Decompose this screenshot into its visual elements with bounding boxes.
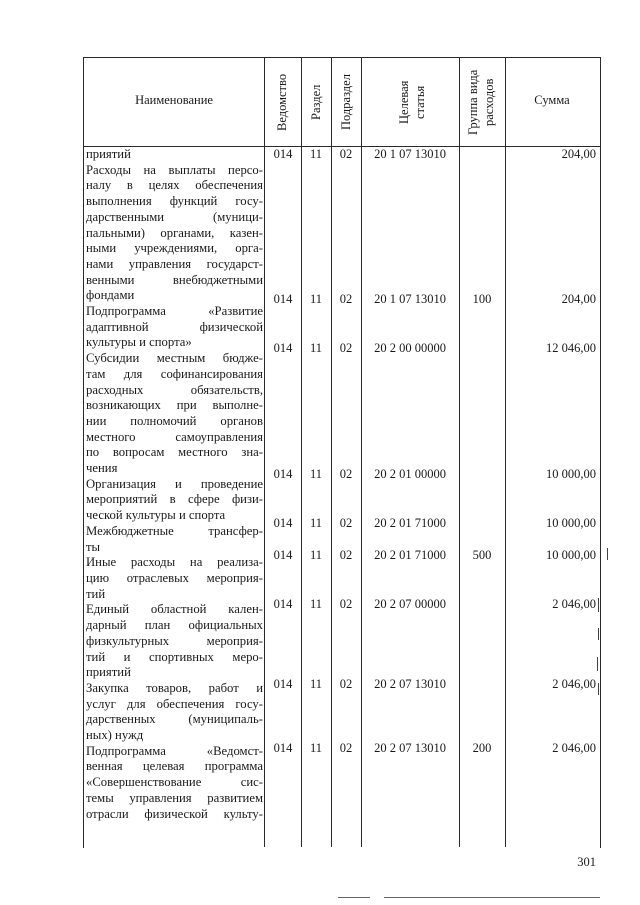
cell-summa: 10 000,00 [546, 548, 596, 562]
text-line: адаптивной физической [86, 319, 263, 334]
cell-razdel: 11 [309, 516, 323, 530]
column-divider [459, 57, 460, 847]
cell-gruppa: 200 [472, 741, 492, 755]
cell-gruppa: 100 [472, 292, 492, 306]
text-line: чения [86, 461, 118, 476]
cell-celevaya: 20 2 07 13010 [374, 741, 446, 755]
text-line: «Совершенствование сис- [86, 775, 263, 790]
text-line: физкультурных мероприя- [86, 633, 263, 648]
cell-summa: 12 046,00 [546, 341, 596, 355]
header-podrazdel: Подраздел [339, 74, 353, 130]
cell-vedomstvo: 014 [273, 292, 293, 306]
cell-celevaya: 20 2 07 13010 [374, 677, 446, 691]
text-line: отрасли физической культу- [86, 806, 263, 821]
cell-razdel: 11 [309, 467, 323, 481]
text-line: Субсидии местным бюдже- [86, 351, 263, 366]
text-line: тий и спортивных меро- [86, 649, 263, 664]
text-line: дарственных (муниципаль- [86, 712, 263, 727]
column-divider [331, 57, 332, 847]
text-line: ты [86, 539, 101, 554]
cell-razdel: 11 [309, 677, 323, 691]
text-line: выполнения функций госу- [86, 194, 263, 209]
header-vedomstvo: Ведомство [275, 73, 289, 131]
text-line: приятий [86, 665, 131, 680]
text-line: местного самоуправления [86, 429, 263, 444]
cell-podrazdel: 02 [339, 147, 353, 161]
cell-razdel: 11 [309, 147, 323, 161]
cell-summa: 2 046,00 [552, 677, 596, 691]
header-name: Наименование [135, 93, 213, 107]
cell-vedomstvo: 014 [273, 341, 293, 355]
scan-rule [338, 897, 370, 898]
cell-gruppa: 500 [472, 548, 492, 562]
text-line: тий [86, 586, 106, 601]
cell-summa: 204,00 [561, 147, 596, 161]
scan-mark [598, 628, 599, 640]
text-line: темы управления развитием [86, 790, 263, 805]
cell-vedomstvo: 014 [273, 597, 293, 611]
header-summa: Сумма [534, 93, 570, 107]
text-line: Организация и проведение [86, 476, 263, 491]
text-line: дарный план официальных [86, 618, 263, 633]
text-line: Межбюджетные трансфер- [86, 523, 263, 538]
scan-mark [598, 598, 599, 612]
cell-celevaya: 20 2 01 71000 [374, 516, 446, 530]
text-line: Расходы на выплаты персо- [86, 162, 263, 177]
header-celevaya-line1: Целевая [397, 80, 411, 124]
text-line: венными внебюджетными [86, 272, 263, 287]
cell-vedomstvo: 014 [273, 516, 293, 530]
text-line: возникающих при выполне- [86, 398, 263, 413]
column-divider [505, 57, 506, 847]
text-line: цию отраслевых мероприя- [86, 570, 263, 585]
page-number: 301 [577, 855, 596, 869]
header-gruppa-line2: расходов [482, 78, 496, 126]
cell-razdel: 11 [309, 548, 323, 562]
text-line: нами управления государст- [86, 256, 263, 271]
text-line: там для софинансирования [86, 366, 263, 381]
cell-summa: 204,00 [561, 292, 596, 306]
text-line: венная целевая программа [86, 759, 263, 774]
header-gruppa-line1: Группа вида [466, 69, 480, 135]
cell-summa: 2 046,00 [552, 741, 596, 755]
text-line: ных) нужд [86, 728, 144, 743]
scan-rule [384, 897, 600, 898]
text-line: Иные расходы на реализа- [86, 555, 263, 570]
text-line: Подпрограмма «Развитие [86, 304, 263, 319]
column-divider [264, 57, 265, 847]
cell-celevaya: 20 1 07 13010 [374, 147, 446, 161]
cell-podrazdel: 02 [339, 741, 353, 755]
text-line: дарственными (муници- [86, 209, 263, 224]
cell-podrazdel: 02 [339, 597, 353, 611]
cell-vedomstvo: 014 [273, 741, 293, 755]
text-line: Закупка товаров, работ и [86, 680, 263, 695]
column-divider [301, 57, 302, 847]
scan-mark [597, 657, 598, 671]
name-column-text [86, 147, 263, 822]
text-line: по вопросам местного зна- [86, 445, 263, 460]
cell-razdel: 11 [309, 341, 323, 355]
cell-celevaya: 20 2 01 00000 [374, 467, 446, 481]
cell-vedomstvo: 014 [273, 467, 293, 481]
text-line: услуг для обеспечения госу- [86, 696, 263, 711]
text-line: приятий [86, 147, 131, 161]
cell-razdel: 11 [309, 741, 323, 755]
column-divider [361, 57, 362, 847]
cell-podrazdel: 02 [339, 341, 353, 355]
scan-mark [598, 683, 599, 695]
cell-razdel: 11 [309, 597, 323, 611]
cell-summa: 10 000,00 [546, 467, 596, 481]
text-line: ческой культуры и спорта [86, 508, 226, 523]
header-celevaya-line2: статья [413, 85, 427, 119]
text-line: пальными) органами, казен- [86, 225, 263, 240]
cell-razdel: 11 [309, 292, 323, 306]
text-line: мероприятий в сфере физи- [86, 492, 263, 507]
cell-podrazdel: 02 [339, 467, 353, 481]
cell-celevaya: 20 1 07 13010 [374, 292, 446, 306]
header-razdel: Раздел [309, 84, 323, 120]
cell-celevaya: 20 2 01 71000 [374, 548, 446, 562]
cell-celevaya: 20 2 07 00000 [374, 597, 446, 611]
cell-celevaya: 20 2 00 00000 [374, 341, 446, 355]
cell-summa: 10 000,00 [546, 516, 596, 530]
cell-vedomstvo: 014 [273, 677, 293, 691]
cell-podrazdel: 02 [339, 516, 353, 530]
text-line: расходных обязательств, [86, 382, 263, 397]
cell-vedomstvo: 014 [273, 548, 293, 562]
text-line: налу в целях обеспечения [86, 178, 263, 193]
cell-summa: 2 046,00 [552, 597, 596, 611]
scan-mark [607, 548, 608, 560]
cell-podrazdel: 02 [339, 292, 353, 306]
text-line: Подпрограмма «Ведомст- [86, 743, 263, 758]
text-line: нии полномочий органов [86, 413, 263, 428]
text-line: ными учреждениями, орга- [86, 241, 263, 256]
text-line: культуры и спорта» [86, 335, 192, 350]
cell-podrazdel: 02 [339, 548, 353, 562]
cell-vedomstvo: 014 [273, 147, 293, 161]
text-line: фондами [86, 288, 135, 303]
cell-podrazdel: 02 [339, 677, 353, 691]
text-line: Единый областной кален- [86, 602, 263, 617]
